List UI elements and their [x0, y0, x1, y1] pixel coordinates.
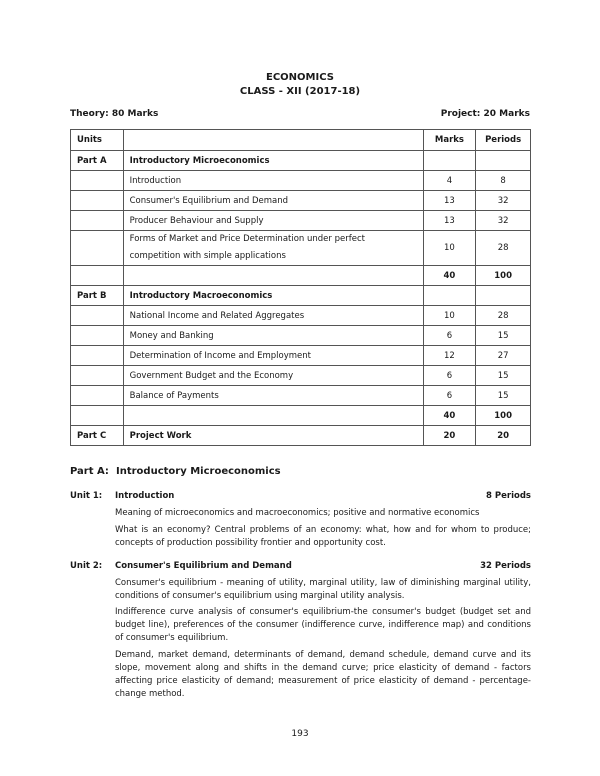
marks-cell: 10	[423, 306, 476, 326]
unit-2-paragraph: Demand, market demand, determinants of demand, demand schedule, demand curve and its slope, movement along and shifts in the demand curve; price elasticity of demand - factors affecting price elasticity of demand; measurement of price elasticity of demand - percentage-change method.	[115, 650, 531, 699]
project-marks: Project: 20 Marks	[440, 109, 530, 119]
theory-marks: Theory: 80 Marks	[70, 109, 159, 119]
periods-cell: 15	[476, 366, 531, 386]
units-table	[70, 129, 531, 446]
title-cell: Introductory Microeconomics	[123, 151, 423, 171]
unit-cell	[71, 266, 124, 286]
table-row	[71, 386, 531, 406]
unit-cell: Part A	[71, 151, 124, 171]
header-marks: Marks	[423, 130, 476, 151]
periods-cell: 28	[476, 306, 531, 326]
unit-2-heading	[70, 561, 531, 571]
header-units: Units	[71, 130, 124, 151]
unit-2-paragraph: Consumer's equilibrium - meaning of utility, marginal utility, law of diminishing marginal utility, conditions of consumer's equilibrium using marginal utility analysis.	[115, 578, 531, 601]
title-cell: Introductory Macroeconomics	[123, 286, 423, 306]
periods-total-cell: 100	[476, 406, 531, 426]
table-row	[71, 406, 531, 426]
periods-cell: 27	[476, 346, 531, 366]
unit-cell	[71, 211, 124, 231]
unit-1-paragraph: What is an economy? Central problems of an economy: what, how and for whom to produce; concepts of production possibility frontier and opportunity cost.	[115, 525, 531, 548]
title-cell: Forms of Market and Price Determination under perfect competition with simple applications	[123, 231, 423, 266]
periods-cell: 8	[476, 171, 531, 191]
title-cell: Money and Banking	[123, 326, 423, 346]
unit-cell	[71, 231, 124, 266]
title-cell: Producer Behaviour and Supply	[123, 211, 423, 231]
marks-cell: 12	[423, 346, 476, 366]
unit-cell: Part B	[71, 286, 124, 306]
table-row	[71, 171, 531, 191]
document-title: ECONOMICS	[266, 72, 334, 83]
title-cell: Consumer's Equilibrium and Demand	[123, 191, 423, 211]
marks-cell: 10	[423, 231, 476, 266]
unit-2-title: Consumer's Equilibrium and Demand	[115, 561, 292, 571]
table-row	[71, 191, 531, 211]
title-cell: Balance of Payments	[123, 386, 423, 406]
table-row	[71, 306, 531, 326]
table-row	[71, 266, 531, 286]
title-cell: Introduction	[123, 171, 423, 191]
unit-2-label: Unit 2:	[70, 561, 103, 571]
marks-total-cell: 40	[423, 406, 476, 426]
unit-cell	[71, 171, 124, 191]
unit-cell	[71, 191, 124, 211]
table-header-row	[71, 130, 531, 151]
periods-cell	[476, 286, 531, 306]
part-a-heading	[70, 466, 281, 477]
marks-cell: 13	[423, 211, 476, 231]
part-a-label: Part A:	[70, 466, 109, 477]
class-subtitle: CLASS - XII (2017-18)	[239, 86, 361, 97]
table-row	[71, 211, 531, 231]
periods-cell: 32	[476, 191, 531, 211]
unit-1-paragraph: Meaning of microeconomics and macroeconomics; positive and normative economics	[115, 508, 480, 518]
marks-cell: 20	[423, 426, 476, 446]
table-row	[71, 346, 531, 366]
marks-total-cell: 40	[423, 266, 476, 286]
title-cell: Determination of Income and Employment	[123, 346, 423, 366]
header-periods: Periods	[476, 130, 531, 151]
table-row	[71, 426, 531, 446]
part-a-title: Introductory Microeconomics	[116, 466, 281, 477]
marks-cell: 13	[423, 191, 476, 211]
unit-cell	[71, 406, 124, 426]
marks-cell	[423, 151, 476, 171]
unit-cell: Part C	[71, 426, 124, 446]
periods-total-cell: 100	[476, 266, 531, 286]
table-row	[71, 366, 531, 386]
unit-1-periods: 8 Periods	[486, 491, 531, 501]
title-cell: Government Budget and the Economy	[123, 366, 423, 386]
marks-cell: 6	[423, 326, 476, 346]
unit-1-heading	[70, 491, 531, 501]
unit-2-paragraph: Indifference curve analysis of consumer's equilibrium-the consumer's budget (budget set and budget line), preferences of the consumer (indifference curve, indifference map) and conditions of consumer's equilibrium.	[115, 607, 531, 643]
table-row	[71, 231, 531, 266]
title-cell: Project Work	[123, 426, 423, 446]
periods-cell: 20	[476, 426, 531, 446]
page-number: 193	[291, 729, 309, 739]
unit-cell	[71, 346, 124, 366]
periods-cell: 28	[476, 231, 531, 266]
header-title	[123, 130, 423, 151]
unit-1-title: Introduction	[115, 491, 175, 501]
unit-cell	[71, 386, 124, 406]
periods-cell: 15	[476, 326, 531, 346]
unit-cell	[71, 366, 124, 386]
title-cell	[123, 266, 423, 286]
marks-cell	[423, 286, 476, 306]
table-row	[71, 151, 531, 171]
marks-cell: 6	[423, 366, 476, 386]
periods-cell: 15	[476, 386, 531, 406]
title-cell	[123, 406, 423, 426]
title-cell: National Income and Related Aggregates	[123, 306, 423, 326]
periods-cell	[476, 151, 531, 171]
unit-cell	[71, 326, 124, 346]
table-row	[71, 286, 531, 306]
marks-cell: 4	[423, 171, 476, 191]
periods-cell: 32	[476, 211, 531, 231]
unit-1-label: Unit 1:	[70, 491, 103, 501]
unit-2-periods: 32 Periods	[480, 561, 531, 571]
marks-cell: 6	[423, 386, 476, 406]
unit-cell	[71, 306, 124, 326]
table-row	[71, 326, 531, 346]
